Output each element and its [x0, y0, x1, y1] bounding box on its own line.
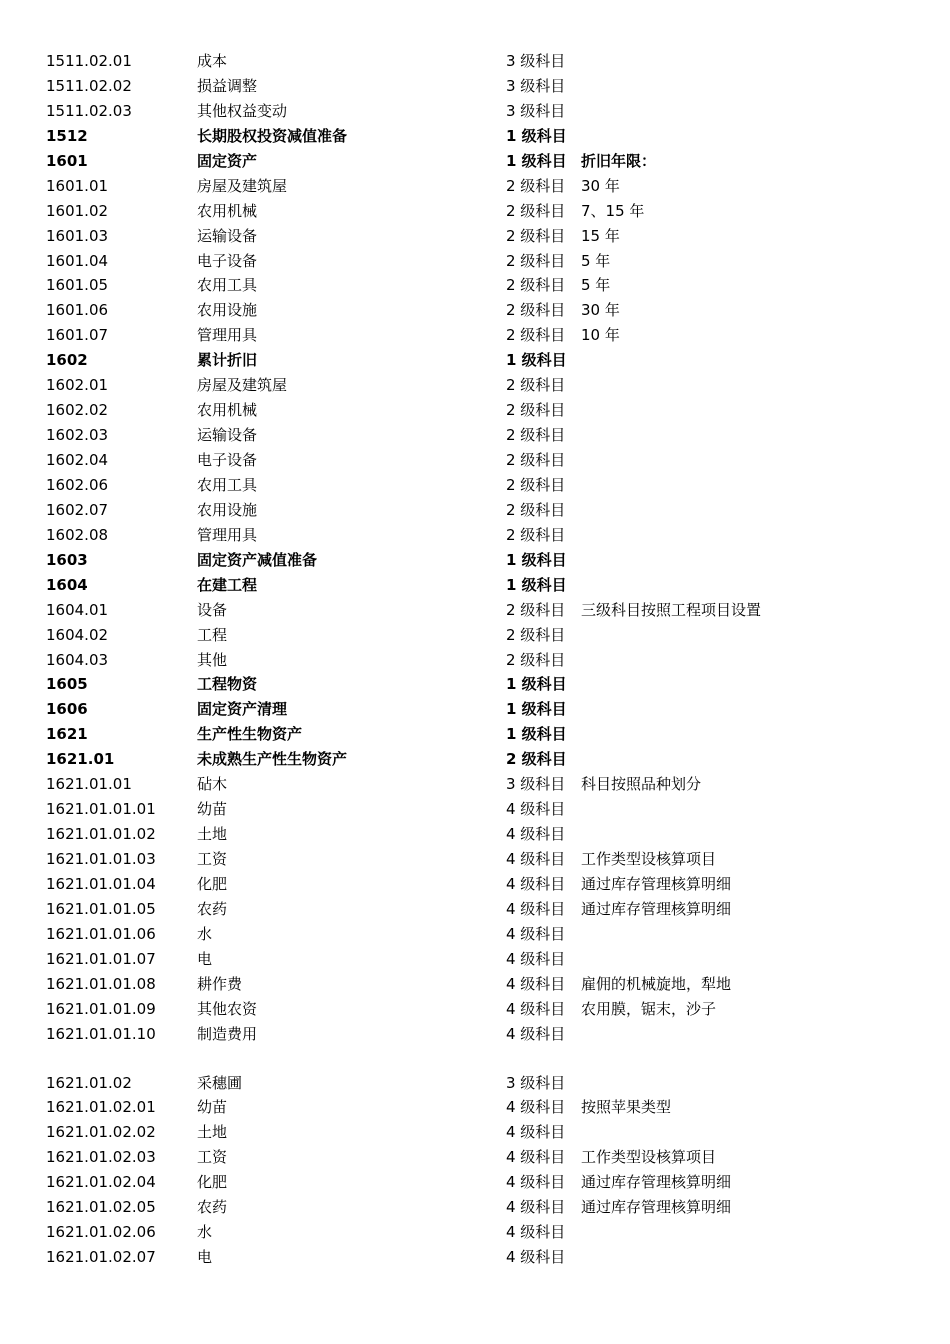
account-level: 2 级科目	[506, 401, 566, 420]
account-name: 土地	[197, 825, 228, 844]
account-level: 4 级科目	[506, 999, 566, 1018]
account-level: 4 级科目	[506, 899, 566, 918]
account-code: 1601.03	[46, 226, 109, 245]
account-code: 1602	[46, 351, 88, 370]
account-level: 2 级科目	[506, 475, 566, 494]
account-name: 农用设施	[197, 301, 258, 320]
account-code: 1601.05	[46, 276, 109, 295]
account-code: 1621.01.01	[46, 775, 132, 794]
table-row	[0, 1120, 950, 1145]
account-name: 水	[197, 1223, 213, 1242]
account-code: 1604.01	[46, 600, 109, 619]
account-code: 1621.01.01.08	[46, 974, 156, 993]
account-level: 2 级科目	[506, 625, 566, 644]
table-row	[0, 648, 950, 673]
table-row	[0, 772, 950, 797]
account-code: 1512	[46, 126, 88, 145]
table-row	[0, 722, 950, 747]
account-name: 化肥	[197, 874, 228, 893]
account-name: 工程物资	[197, 675, 258, 694]
account-code: 1621.01.01.02	[46, 825, 156, 844]
account-note: 通过库存管理核算明细	[581, 874, 732, 893]
account-note: 7、15 年	[581, 201, 645, 220]
account-name: 管理用具	[197, 326, 258, 345]
account-code: 1603	[46, 550, 88, 569]
account-note: 通过库存管理核算明细	[581, 1198, 732, 1217]
account-level: 4 级科目	[506, 924, 566, 943]
account-name: 农药	[197, 899, 228, 918]
account-level: 4 级科目	[506, 1198, 566, 1217]
table-row	[0, 523, 950, 548]
table-row	[0, 99, 950, 124]
account-code: 1602.04	[46, 451, 109, 469]
account-level: 2 级科目	[506, 176, 566, 195]
account-name: 农用设施	[197, 500, 258, 519]
account-note: 5 年	[581, 276, 611, 295]
table-row	[0, 1245, 950, 1270]
account-code: 1621.01.01.04	[46, 874, 156, 893]
account-name: 在建工程	[197, 575, 258, 594]
account-level: 3 级科目	[506, 52, 566, 70]
table-row	[0, 573, 950, 598]
account-code: 1621.01.02.05	[46, 1198, 156, 1217]
account-code: 1621.01.02	[46, 1073, 132, 1092]
account-name: 生产性生物资产	[197, 725, 303, 744]
table-row	[0, 1195, 950, 1220]
account-level: 2 级科目	[506, 376, 566, 395]
table-row	[0, 872, 950, 897]
table-row	[0, 448, 950, 473]
account-level: 4 级科目	[506, 1148, 566, 1167]
table-row	[0, 672, 950, 697]
account-name: 其他	[197, 650, 228, 669]
account-level: 2 级科目	[506, 276, 566, 295]
table-row	[0, 598, 950, 623]
account-level: 4 级科目	[506, 850, 566, 868]
account-code: 1602.03	[46, 426, 109, 445]
account-level: 4 级科目	[506, 1024, 566, 1043]
table-row	[0, 249, 950, 274]
account-code: 1605	[46, 675, 88, 694]
table-row	[0, 997, 950, 1022]
account-level: 1 级科目	[506, 700, 567, 719]
account-name: 累计折旧	[197, 351, 258, 370]
account-code: 1621.01.01.01	[46, 800, 156, 819]
account-code: 1602.08	[46, 525, 109, 544]
table-row	[0, 149, 950, 174]
table-row	[0, 224, 950, 249]
account-name: 电子设备	[197, 451, 258, 469]
account-name: 固定资产清理	[197, 700, 288, 719]
account-level: 3 级科目	[506, 76, 566, 95]
account-name: 制造费用	[197, 1024, 258, 1043]
account-table	[0, 49, 950, 1270]
account-name: 损益调整	[197, 76, 258, 95]
account-code: 1601.07	[46, 326, 109, 345]
account-code: 1601.04	[46, 251, 109, 270]
table-row	[0, 74, 950, 99]
account-name: 固定资产减值准备	[197, 550, 318, 569]
account-note: 按照苹果类型	[581, 1098, 672, 1117]
account-level: 2 级科目	[506, 500, 566, 519]
table-row	[0, 922, 950, 947]
table-row	[0, 697, 950, 722]
account-name: 房屋及建筑屋	[197, 176, 288, 195]
table-row	[0, 797, 950, 822]
table-row	[0, 298, 950, 323]
account-code: 1621.01.02.06	[46, 1223, 156, 1242]
table-row	[0, 348, 950, 373]
account-level: 4 级科目	[506, 1223, 566, 1242]
account-name: 电	[197, 1248, 213, 1267]
account-note: 5 年	[581, 251, 611, 270]
account-name: 水	[197, 924, 213, 943]
table-row	[0, 174, 950, 199]
account-name: 其他农资	[197, 999, 258, 1018]
account-level: 4 级科目	[506, 825, 566, 844]
account-level: 4 级科目	[506, 974, 566, 993]
table-row	[0, 498, 950, 523]
account-level: 1 级科目	[506, 126, 567, 145]
account-level: 4 级科目	[506, 800, 566, 819]
account-note: 折旧年限：	[581, 151, 657, 170]
account-note: 工作类型设核算项目	[581, 850, 717, 868]
account-code: 1602.01	[46, 376, 109, 395]
account-level: 1 级科目	[506, 351, 567, 370]
table-row	[0, 1220, 950, 1245]
account-code: 1601	[46, 151, 88, 170]
account-name: 设备	[197, 600, 228, 619]
account-note: 通过库存管理核算明细	[581, 899, 732, 918]
account-name: 农用工具	[197, 475, 258, 494]
account-name: 农用机械	[197, 201, 258, 220]
table-row	[0, 199, 950, 224]
account-level: 2 级科目	[506, 750, 567, 769]
account-code: 1621.01.01.05	[46, 899, 156, 918]
account-name: 未成熟生产性生物资产	[197, 750, 348, 769]
account-code: 1621.01.02.03	[46, 1148, 156, 1167]
account-name: 土地	[197, 1123, 228, 1142]
account-note: 科目按照品种划分	[581, 775, 702, 794]
account-code: 1621.01.02.04	[46, 1173, 156, 1192]
account-note: 农用膜，锯末，沙子	[581, 999, 717, 1018]
account-level: 1 级科目	[506, 575, 567, 594]
table-row	[0, 1022, 950, 1047]
account-level: 3 级科目	[506, 101, 566, 120]
account-level: 3 级科目	[506, 1073, 566, 1092]
table-row	[0, 373, 950, 398]
table-row	[0, 847, 950, 872]
account-code: 1601.06	[46, 301, 109, 320]
account-note: 10 年	[581, 326, 620, 345]
account-code: 1511.02.02	[46, 76, 132, 95]
account-level: 4 级科目	[506, 949, 566, 968]
account-level: 4 级科目	[506, 1248, 566, 1267]
account-name: 运输设备	[197, 226, 258, 245]
account-name: 工资	[197, 850, 228, 868]
account-name: 农用工具	[197, 276, 258, 295]
table-row	[0, 822, 950, 847]
table-row	[0, 623, 950, 648]
account-note: 30 年	[581, 301, 620, 320]
table-row	[0, 947, 950, 972]
account-level: 2 级科目	[506, 600, 566, 619]
table-row	[0, 747, 950, 772]
account-code: 1621.01.01.03	[46, 850, 156, 868]
account-level: 1 级科目	[506, 151, 567, 170]
account-name: 房屋及建筑屋	[197, 376, 288, 395]
table-row	[0, 897, 950, 922]
account-name: 农药	[197, 1198, 228, 1217]
account-level: 2 级科目	[506, 301, 566, 320]
account-code: 1621.01.01.09	[46, 999, 156, 1018]
account-note: 30 年	[581, 176, 620, 195]
account-code: 1621.01	[46, 750, 115, 769]
table-row	[0, 273, 950, 298]
account-level: 1 级科目	[506, 550, 567, 569]
account-level: 4 级科目	[506, 1173, 566, 1192]
account-name: 管理用具	[197, 525, 258, 544]
account-code: 1602.07	[46, 500, 109, 519]
account-code: 1604	[46, 575, 88, 594]
table-row	[0, 323, 950, 348]
account-note: 通过库存管理核算明细	[581, 1173, 732, 1192]
account-code: 1621.01.01.06	[46, 924, 156, 943]
account-level: 2 级科目	[506, 326, 566, 345]
account-name: 电子设备	[197, 251, 258, 270]
account-note: 雇佣的机械旋地，犁地	[581, 974, 732, 993]
account-code: 1621.01.02.02	[46, 1123, 156, 1142]
account-code: 1511.02.03	[46, 101, 132, 120]
account-code: 1601.01	[46, 176, 109, 195]
account-level: 2 级科目	[506, 451, 566, 469]
account-name: 耕作费	[197, 974, 243, 993]
account-code: 1621	[46, 725, 88, 744]
account-code: 1621.01.02.07	[46, 1248, 156, 1267]
table-row	[0, 1145, 950, 1170]
table-row	[0, 423, 950, 448]
account-code: 1511.02.01	[46, 52, 132, 70]
account-level: 4 级科目	[506, 874, 566, 893]
account-name: 采穗圃	[197, 1073, 243, 1092]
account-level: 2 级科目	[506, 226, 566, 245]
account-name: 幼苗	[197, 800, 228, 819]
account-level: 3 级科目	[506, 775, 566, 794]
account-name: 化肥	[197, 1173, 228, 1192]
account-code: 1602.06	[46, 475, 109, 494]
account-code: 1604.02	[46, 625, 109, 644]
table-row	[0, 1170, 950, 1195]
account-level: 2 级科目	[506, 426, 566, 445]
account-level: 4 级科目	[506, 1098, 566, 1117]
table-row	[0, 548, 950, 573]
account-note: 15 年	[581, 226, 620, 245]
account-code: 1621.01.01.07	[46, 949, 156, 968]
account-name: 砧木	[197, 775, 228, 794]
account-level: 2 级科目	[506, 525, 566, 544]
account-note: 三级科目按照工程项目设置	[581, 600, 762, 619]
account-code: 1621.01.01.10	[46, 1024, 156, 1043]
account-code: 1604.03	[46, 650, 109, 669]
account-name: 工程	[197, 625, 228, 644]
table-row	[0, 1071, 950, 1096]
account-name: 运输设备	[197, 426, 258, 445]
account-level: 4 级科目	[506, 1123, 566, 1142]
table-row	[0, 49, 950, 74]
account-level: 2 级科目	[506, 251, 566, 270]
table-row	[0, 398, 950, 423]
account-name: 电	[197, 949, 213, 968]
blank-row	[0, 1047, 950, 1071]
account-code: 1602.02	[46, 401, 109, 420]
account-code: 1606	[46, 700, 88, 719]
account-code: 1601.02	[46, 201, 109, 220]
account-level: 1 级科目	[506, 675, 567, 694]
account-code: 1621.01.02.01	[46, 1098, 156, 1117]
account-name: 成本	[197, 52, 228, 70]
account-name: 农用机械	[197, 401, 258, 420]
account-level: 2 级科目	[506, 650, 566, 669]
account-name: 幼苗	[197, 1098, 228, 1117]
account-name: 固定资产	[197, 151, 258, 170]
table-row	[0, 1095, 950, 1120]
account-name: 长期股权投资减值准备	[197, 126, 348, 145]
account-level: 2 级科目	[506, 201, 566, 220]
table-row	[0, 473, 950, 498]
table-row	[0, 124, 950, 149]
account-note: 工作类型设核算项目	[581, 1148, 717, 1167]
account-level: 1 级科目	[506, 725, 567, 744]
account-name: 其他权益变动	[197, 101, 288, 120]
account-name: 工资	[197, 1148, 228, 1167]
table-row	[0, 972, 950, 997]
